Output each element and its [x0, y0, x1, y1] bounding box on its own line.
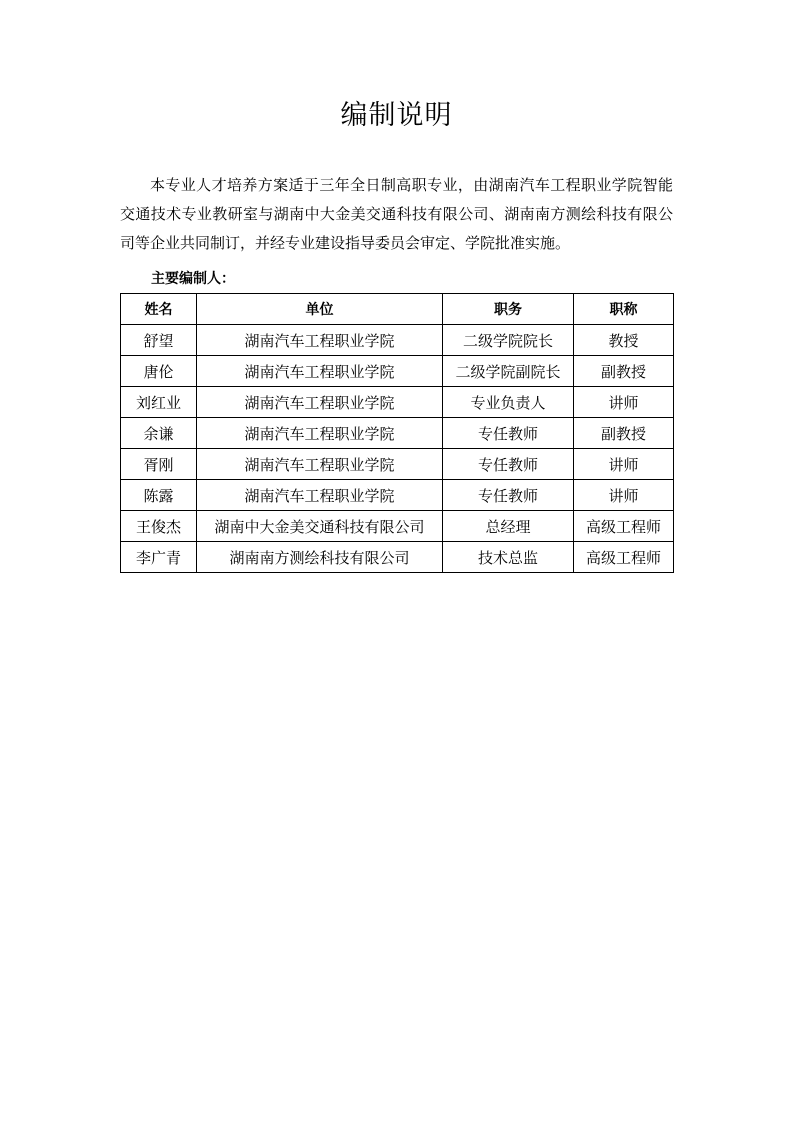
cell-unit: 湖南汽车工程职业学院 — [197, 480, 443, 511]
cell-position: 专任教师 — [443, 418, 574, 449]
authors-label: 主要编制人： — [151, 271, 235, 287]
cell-position: 二级学院副院长 — [443, 356, 574, 387]
header-unit: 单位 — [197, 294, 443, 325]
cell-name: 刘红业 — [121, 387, 197, 418]
table-row — [121, 418, 674, 449]
cell-title: 讲师 — [574, 387, 674, 418]
cell-position: 二级学院院长 — [443, 325, 574, 356]
cell-name: 舒望 — [121, 325, 197, 356]
cell-name: 王俊杰 — [121, 511, 197, 542]
table-row — [121, 325, 674, 356]
table-row — [121, 449, 674, 480]
cell-unit: 湖南汽车工程职业学院 — [197, 387, 443, 418]
authors-table — [120, 293, 674, 573]
cell-unit: 湖南汽车工程职业学院 — [197, 418, 443, 449]
cell-title: 高级工程师 — [574, 511, 674, 542]
cell-unit: 湖南汽车工程职业学院 — [197, 356, 443, 387]
cell-position: 技术总监 — [443, 542, 574, 573]
cell-title: 副教授 — [574, 356, 674, 387]
header-position: 职务 — [443, 294, 574, 325]
page-title: 编制说明 — [340, 100, 453, 131]
cell-name: 李广青 — [121, 542, 197, 573]
table-row — [121, 480, 674, 511]
table-row — [121, 511, 674, 542]
cell-title: 讲师 — [574, 480, 674, 511]
cell-position: 专任教师 — [443, 480, 574, 511]
cell-unit: 湖南中大金美交通科技有限公司 — [197, 511, 443, 542]
cell-title: 高级工程师 — [574, 542, 674, 573]
table-header-row — [121, 294, 674, 325]
table-row — [121, 387, 674, 418]
cell-position: 专任教师 — [443, 449, 574, 480]
cell-name: 胥刚 — [121, 449, 197, 480]
header-title: 职称 — [574, 294, 674, 325]
intro-paragraph: 本专业人才培养方案适于三年全日制高职专业，由湖南汽车工程职业学院智能交通技术专业教研室与湖南中大金美交通科技有限公司、湖南南方测绘科技有限公司等企业共同制订，并经专业建设指导委员会审定、学院批准实施。 — [120, 176, 673, 252]
header-name: 姓名 — [121, 294, 197, 325]
cell-title: 讲师 — [574, 449, 674, 480]
cell-name: 余谦 — [121, 418, 197, 449]
cell-name: 陈露 — [121, 480, 197, 511]
cell-position: 专业负责人 — [443, 387, 574, 418]
cell-position: 总经理 — [443, 511, 574, 542]
table-row — [121, 542, 674, 573]
cell-unit: 湖南汽车工程职业学院 — [197, 449, 443, 480]
cell-title: 副教授 — [574, 418, 674, 449]
cell-unit: 湖南汽车工程职业学院 — [197, 325, 443, 356]
cell-unit: 湖南南方测绘科技有限公司 — [197, 542, 443, 573]
cell-name: 唐伦 — [121, 356, 197, 387]
table-row — [121, 356, 674, 387]
cell-title: 教授 — [574, 325, 674, 356]
